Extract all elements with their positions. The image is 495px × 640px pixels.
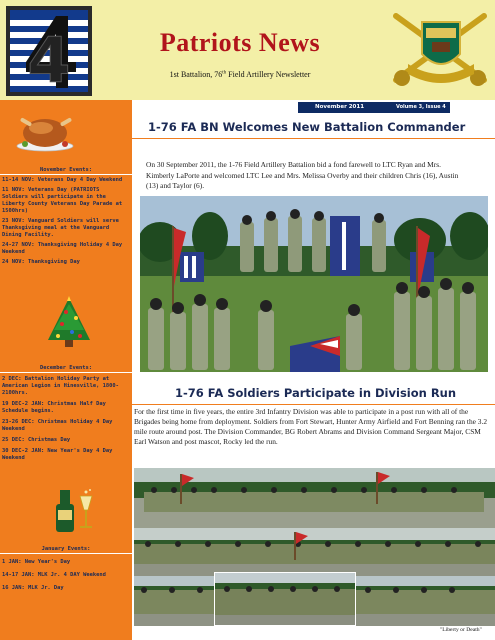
division-run-photo-2: [134, 528, 495, 576]
list-item: 23 NOV: Vanguard Soldiers will serve Thanksgiving meal at the Vanguard Dining Facility.: [2, 218, 119, 238]
newsletter-title: Patriots News: [159, 28, 321, 57]
divider: [0, 174, 132, 175]
january-events-list: [2, 559, 128, 598]
list-item: 24-27 NOV: Thanksgiving Holiday 4 Day Weekend: [2, 242, 123, 255]
article-1-body: On 30 September 2011, the 1-76 Field Artillery Battalion bid a fond farewell to LTC Ryan and Mrs. Kimberly LaPorte and welcomed LTC Lee and Mrs. Melissa Overby and their children Chris (16), Austin (13) and Taylor (6).: [146, 160, 459, 190]
list-item: 24 NOV: Thanksgiving Day: [2, 259, 80, 265]
list-item: 25 DEC: Christmas Day: [2, 437, 71, 443]
change-of-command-photo: [140, 196, 488, 372]
svg-text:4: 4: [27, 24, 71, 96]
issue-date: November 2011: [315, 104, 365, 110]
list-item: 11-14 NOV: Veterans Day 4 Day Weekend: [2, 177, 123, 183]
issue-volume: Volume 3, Issue 4: [396, 104, 446, 110]
newsletter-subtitle: 1st Battalion, 76th Field Artillery Newsletter: [169, 70, 311, 79]
december-events-heading: December Events:: [40, 365, 92, 371]
december-events-list: [2, 376, 128, 466]
article-2-body: For the first time in five years, the entire 3rd Infantry Division was able to participate in a post run with all of the Brigades being home from deployment. Soldiers from Fort Stewart, Hunter Army Airfield and Fort Benning ran the 3.2 mile route around post. The Division Commander, BG Robert Abrams and Division Command Sergeant Major, CSM Earl Watson and post mascot, Rocky led the run.: [134, 407, 488, 446]
issue-info-bar: [298, 102, 450, 113]
list-item: 11 NOV: Veterans Day (PATRIOTS Soldiers will participate in the Liberty County Veterans Day Parade at 1500hrs): [2, 187, 123, 214]
list-item: 23-26 DEC: Christmas Holiday 4 Day Weekend: [2, 419, 113, 432]
article-1-headline: 1-76 FA BN Welcomes New Battalion Commander: [148, 120, 466, 134]
article-2-headline: 1-76 FA Soldiers Participate in Division Run: [175, 386, 457, 400]
christmas-tree-icon: [46, 296, 92, 348]
divider: [132, 404, 495, 405]
november-events-list: [2, 177, 128, 269]
list-item: 19 DEC-2 JAN: Christmas Half Day Schedule begins.: [2, 401, 106, 414]
list-item: 1 JAN: New Year's Day: [2, 559, 71, 565]
turkey-icon: [16, 106, 74, 152]
division-run-photo-inset: [214, 572, 356, 626]
list-item: 14-17 JAN: MLK Jr. 4 DAY Weekend: [2, 572, 106, 578]
january-events-heading: January Events:: [41, 546, 91, 552]
division-run-photo-1: [134, 468, 495, 528]
divider: [0, 372, 132, 373]
champagne-icon: [52, 486, 96, 534]
november-events-heading: November Events:: [40, 167, 92, 173]
list-item: 16 JAN: MLK Jr. Day: [2, 585, 64, 591]
divider: [0, 553, 132, 554]
division-patch-icon: [6, 6, 92, 96]
list-item: 30 DEC-2 JAN: New Year's Day 4 Day Weekend: [2, 448, 113, 461]
footer-motto: "Liberty or Death": [440, 627, 482, 633]
battalion-crest-icon: [392, 8, 489, 94]
divider: [132, 138, 495, 139]
list-item: 2 DEC: Battalion Holiday Party at American Legion in Hinesville, 1800-2100hrs.: [2, 376, 119, 396]
